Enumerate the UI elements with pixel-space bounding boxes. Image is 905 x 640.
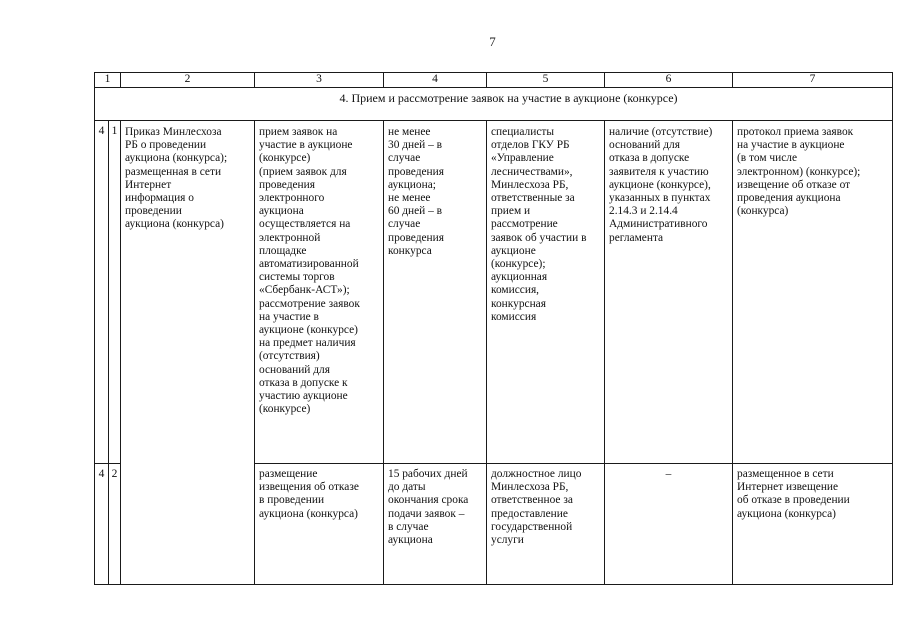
row-number-major: 4 — [95, 464, 109, 585]
header-col-7: 7 — [733, 73, 893, 88]
cell-responsible — [487, 121, 605, 464]
result-text: размещенное в сети Интернет извещение об отказе в проведении аукциона (конкурса) — [737, 468, 850, 520]
cell-criteria — [605, 121, 733, 464]
cell-result — [733, 121, 893, 464]
regulation-table — [94, 72, 893, 585]
responsible-text: должностное лицо Минлесхоза РБ, ответственное за предоставление государственной услуги — [491, 468, 582, 547]
row-number-minor: 2 — [109, 464, 121, 585]
header-col-2: 2 — [121, 73, 255, 88]
section-cell — [95, 88, 893, 121]
criteria-text: наличие (отсутствие) оснований для отказа в допуске заявителя к участию аукционе (конкурсе), указанных в пунктах 2.14.3 и 2.14.4 Административного регламента — [609, 126, 713, 244]
row-number-minor: 1 — [109, 121, 121, 464]
table-row — [95, 121, 893, 464]
cell-basis — [121, 121, 255, 585]
result-text: протокол приема заявок на участие в аукционе (в том числе электронном) (конкурсе); извещение об отказе от проведения аукциона (конкурса) — [737, 126, 861, 218]
header-row — [95, 73, 893, 88]
header-col-1: 1 — [95, 73, 121, 88]
cell-term — [384, 121, 487, 464]
header-col-4: 4 — [384, 73, 487, 88]
row-number-major: 4 — [95, 121, 109, 464]
header-col-5: 5 — [487, 73, 605, 88]
header-col-3: 3 — [255, 73, 384, 88]
cell-term — [384, 464, 487, 585]
action-text: прием заявок на участие в аукционе (конкурсе) (прием заявок для проведения электронного аукциона осуществляется на электронной площадке автоматизированной системы торгов «Сбербанк-АСТ»); рассмотрение заявок на участие в аукционе (конкурсе) на предмет наличия (отсутствия) оснований для отказа в допуске к участию аукционе (конкурсе) — [259, 126, 360, 416]
action-text: размещение извещения об отказе в проведении аукциона (конкурса) — [259, 468, 359, 520]
section-title: 4. Прием и рассмотрение заявок на участие в аукционе (конкурсе) — [339, 91, 678, 105]
page-number-text: 7 — [489, 34, 496, 49]
page-number — [0, 34, 905, 50]
basis-text: Приказ Минлесхоза РБ о проведении аукциона (конкурса); размещенная в сети Интернет информация о проведении аукциона (конкурса) — [125, 126, 228, 231]
cell-action — [255, 121, 384, 464]
criteria-text: – — [665, 468, 672, 480]
responsible-text: специалисты отделов ГКУ РБ «Управление лесничествами», Минлесхоза РБ, ответственные за прием и рассмотрение заявок об участии в аукционе (конкурсе); аукционная комиссия, конкурсная комиссия — [491, 126, 587, 323]
cell-criteria — [605, 464, 733, 585]
section-row — [95, 88, 893, 121]
cell-result — [733, 464, 893, 585]
term-text: не менее 30 дней – в случае проведения аукциона; не менее 60 дней – в случае проведения конкурса — [388, 126, 444, 257]
cell-action — [255, 464, 384, 585]
header-col-6: 6 — [605, 73, 733, 88]
term-text: 15 рабочих дней до даты окончания срока подачи заявок – в случае аукциона — [388, 468, 469, 547]
cell-responsible — [487, 464, 605, 585]
